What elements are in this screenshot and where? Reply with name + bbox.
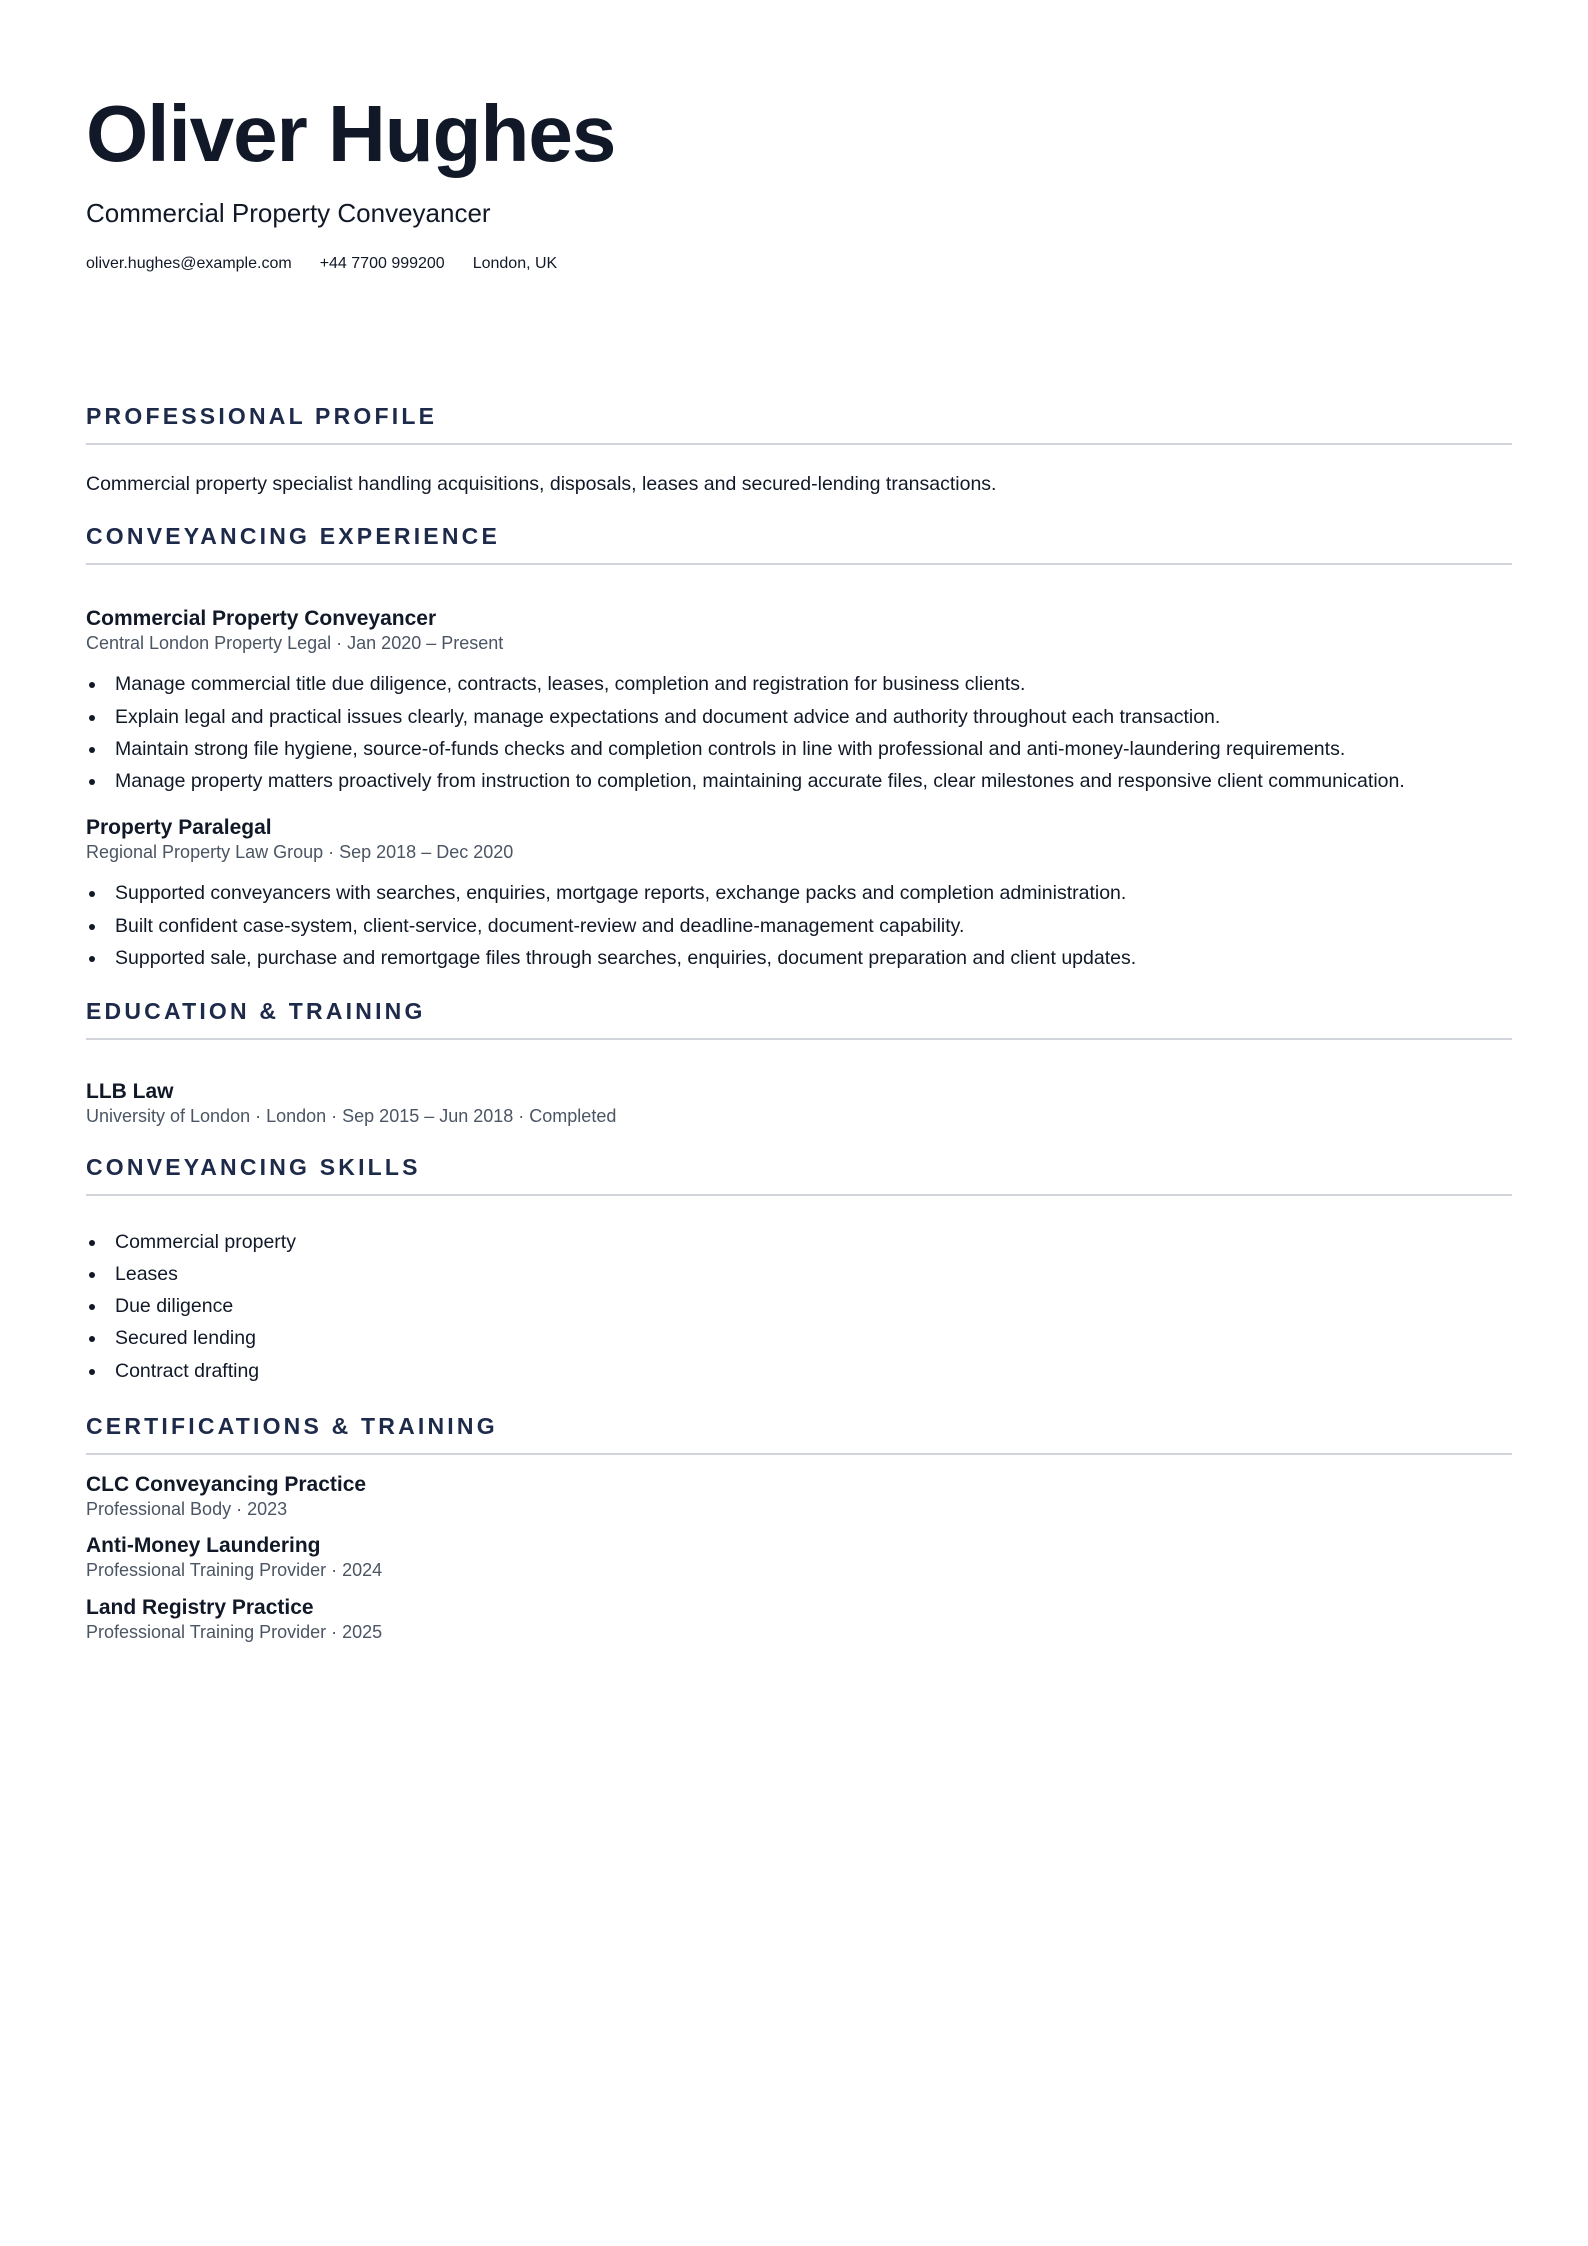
list-item: Supported sale, purchase and remortgage files through searches, enquiries, document preparation and client updates. <box>86 942 1512 974</box>
list-item: Maintain strong file hygiene, source-of-funds checks and completion controls in line with professional and anti-money-laundering requirements. <box>86 733 1512 765</box>
job-meta: Central London Property Legal · Jan 2020 – Present <box>86 632 504 653</box>
list-item: Due diligence <box>86 1290 1512 1322</box>
job-title: Property Paralegal <box>86 815 272 839</box>
list-item: Explain legal and practical issues clearly, manage expectations and document advice and authority throughout each transaction. <box>86 701 1512 733</box>
experience-section <box>86 523 1512 974</box>
certification-name: Land Registry Practice <box>86 1596 314 1620</box>
job-bullets <box>86 668 1512 797</box>
profile-summary: Commercial property specialist handling acquisitions, disposals, leases and secured-lending transactions. <box>86 472 997 495</box>
certifications-section <box>86 1413 1512 1644</box>
certification-meta: Professional Training Provider · 2025 <box>86 1622 383 1643</box>
education-section <box>86 998 1512 1127</box>
section-divider <box>86 443 1512 445</box>
job-title: Commercial Property Conveyancer <box>86 606 437 630</box>
certification-entry <box>86 1596 1512 1644</box>
education-entry <box>86 1080 1512 1128</box>
candidate-headline: Commercial Property Conveyancer <box>86 198 491 228</box>
skills-section <box>86 1154 1512 1387</box>
certifications-heading: CERTIFICATIONS & TRAINING <box>86 1413 498 1439</box>
list-item: Supported conveyancers with searches, enquiries, mortgage reports, exchange packs and completion administration. <box>86 877 1512 909</box>
certification-name: CLC Conveyancing Practice <box>86 1472 367 1496</box>
certification-meta: Professional Body · 2023 <box>86 1498 288 1519</box>
skills-list <box>86 1226 1512 1387</box>
job-bullets <box>86 877 1512 974</box>
job-meta: Regional Property Law Group · Sep 2018 – Dec 2020 <box>86 841 514 862</box>
education-heading: EDUCATION & TRAINING <box>86 998 426 1024</box>
list-item: Built confident case-system, client-service, document-review and deadline-management capability. <box>86 910 1512 942</box>
degree-meta: University of London · London · Sep 2015 – Jun 2018 · Completed <box>86 1105 617 1126</box>
contact-email: oliver.hughes@example.com <box>86 255 292 272</box>
list-item: Secured lending <box>86 1322 1512 1354</box>
list-item: Leases <box>86 1258 1512 1290</box>
contact-line <box>86 254 557 273</box>
degree-title: LLB Law <box>86 1079 174 1103</box>
skills-heading: CONVEYANCING SKILLS <box>86 1154 421 1180</box>
profile-heading: PROFESSIONAL PROFILE <box>86 403 438 429</box>
contact-location: London, UK <box>472 255 558 272</box>
certification-entry <box>86 1473 1512 1521</box>
list-item: Manage property matters proactively from instruction to completion, maintaining accurate files, clear milestones and responsive client communication. <box>86 765 1512 797</box>
list-item: Commercial property <box>86 1226 1512 1258</box>
certification-name: Anti-Money Laundering <box>86 1534 321 1558</box>
candidate-name: Oliver Hughes <box>86 89 616 178</box>
section-divider <box>86 563 1512 565</box>
list-item: Contract drafting <box>86 1355 1512 1387</box>
certification-meta: Professional Training Provider · 2024 <box>86 1560 383 1581</box>
certification-entry <box>86 1534 1512 1582</box>
section-divider <box>86 1453 1512 1455</box>
job-entry <box>86 607 1512 798</box>
contact-phone: +44 7700 999200 <box>319 255 445 272</box>
list-item: Manage commercial title due diligence, contracts, leases, completion and registration for business clients. <box>86 668 1512 700</box>
section-divider <box>86 1194 1512 1196</box>
section-divider <box>86 1038 1512 1040</box>
job-entry <box>86 816 1512 975</box>
profile-section <box>86 403 1512 497</box>
experience-heading: CONVEYANCING EXPERIENCE <box>86 523 500 549</box>
